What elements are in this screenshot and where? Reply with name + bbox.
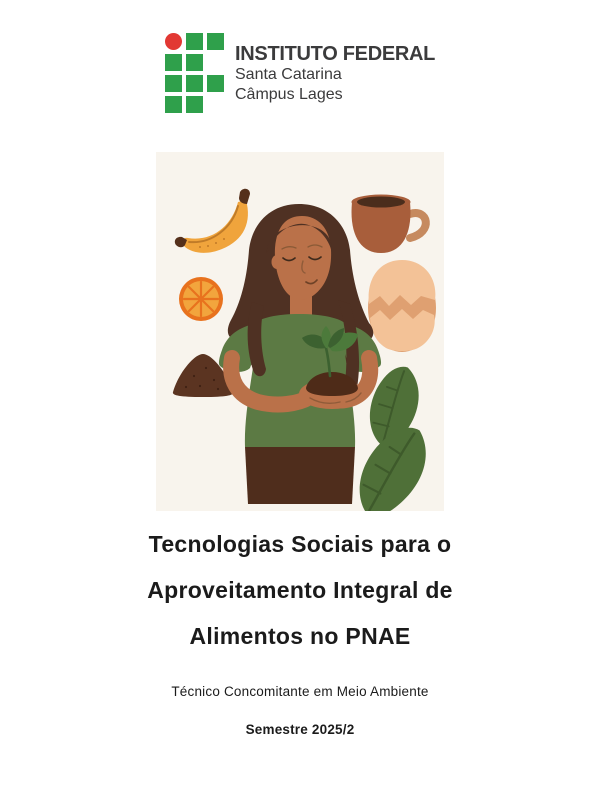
course-name: Técnico Concomitante em Meio Ambiente xyxy=(171,684,429,699)
cracked-egg-illustration xyxy=(368,260,436,352)
orange-slice-illustration xyxy=(179,277,223,321)
ifsc-logo-icon xyxy=(165,33,224,113)
page-title xyxy=(0,521,600,659)
logo-red-dot xyxy=(165,33,182,50)
semester-label: Semestre 2025/2 xyxy=(245,722,355,737)
cover-illustration xyxy=(156,152,444,511)
title-line-3: Alimentos no PNAE xyxy=(189,623,411,649)
title-line-2: Aproveitamento Integral de xyxy=(147,577,453,603)
ifsc-logo xyxy=(165,33,435,113)
logo-text xyxy=(235,33,435,105)
logo-region: Santa Catarina xyxy=(235,66,342,83)
logo-institution: INSTITUTO FEDERAL xyxy=(235,43,436,65)
logo-campus: Câmpus Lages xyxy=(235,86,343,103)
title-line-1: Tecnologias Sociais para o xyxy=(148,531,452,557)
